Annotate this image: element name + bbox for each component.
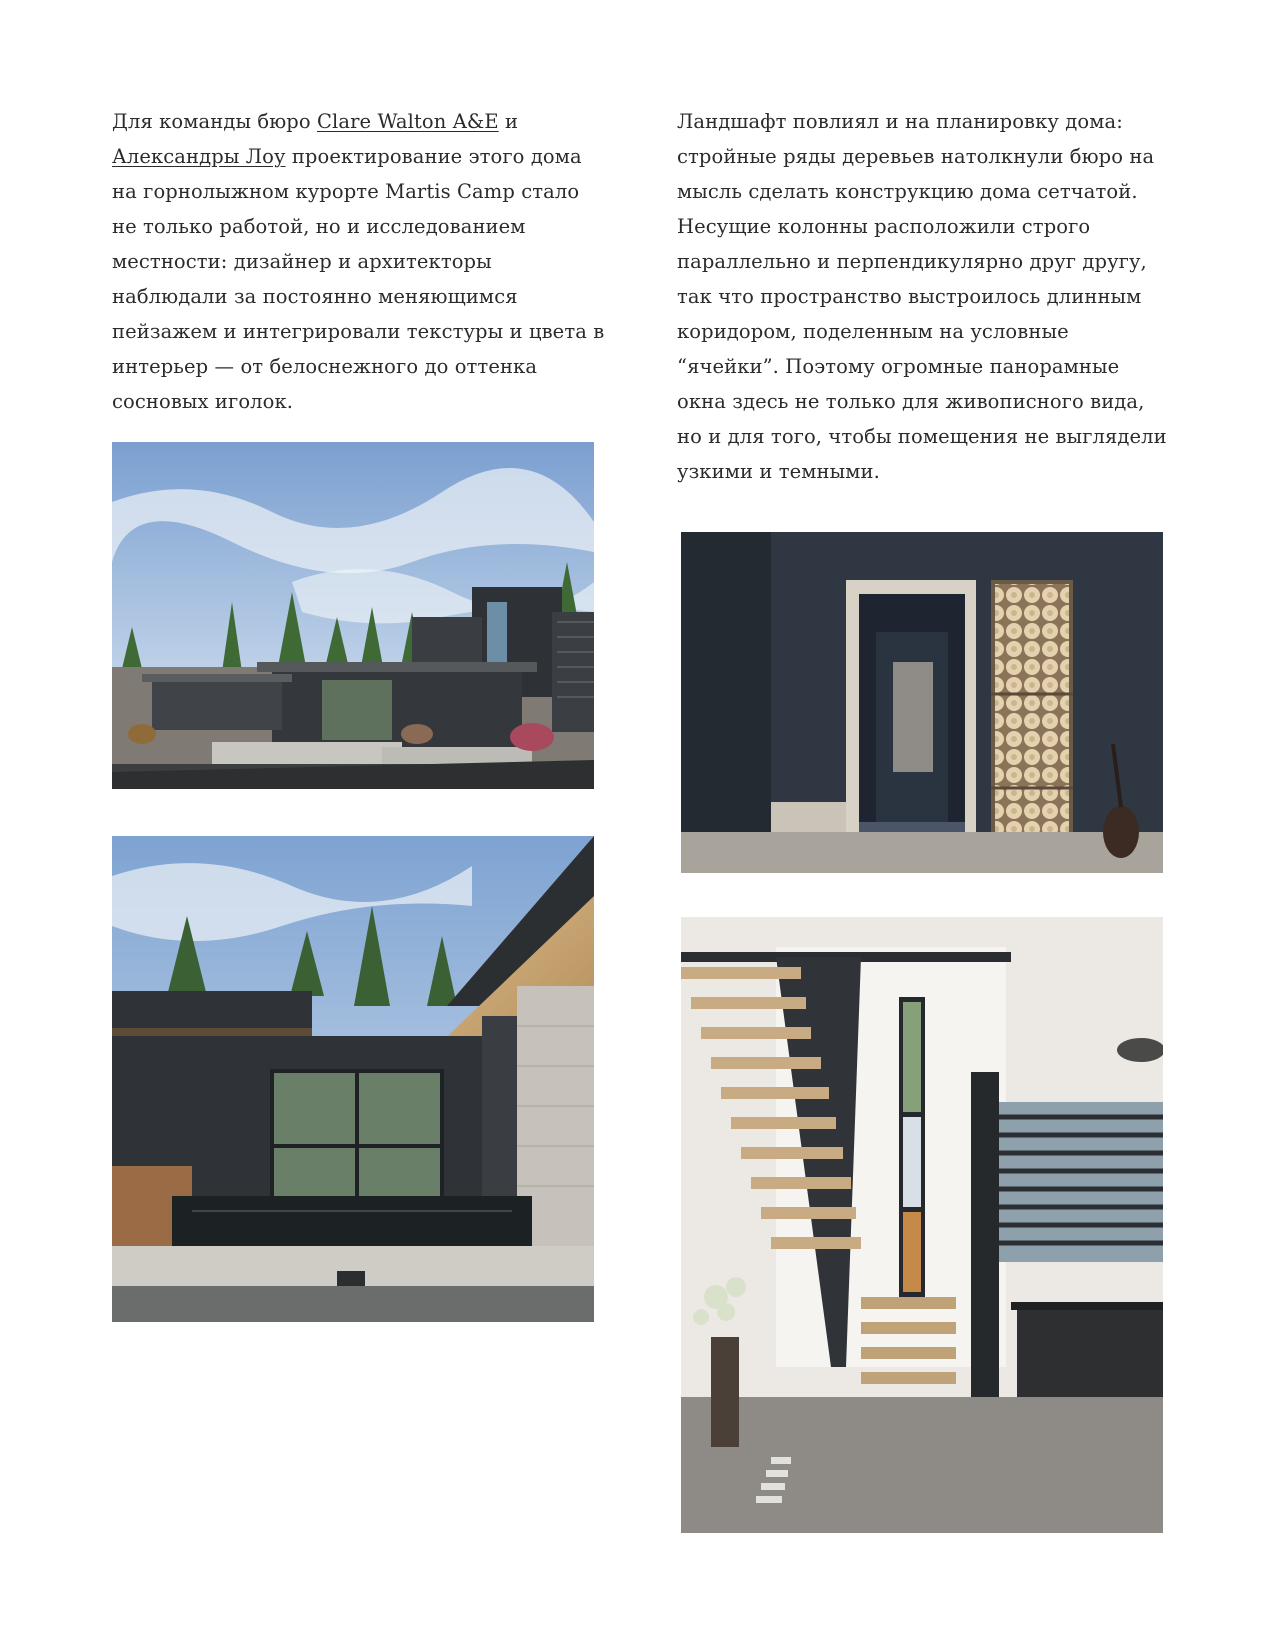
- link-alexandra-lou[interactable]: Александры Лоу: [112, 145, 286, 168]
- photo-house-exterior: [112, 442, 594, 789]
- left-text-column: [112, 104, 607, 419]
- photo-courtyard-pool: [112, 836, 594, 1322]
- photo-staircase-interior: [681, 917, 1163, 1533]
- right-text-column: [677, 104, 1167, 489]
- photo-corridor-firewood: [681, 532, 1163, 873]
- link-clare-walton[interactable]: Clare Walton A&E: [317, 110, 499, 133]
- right-paragraph: Ландшафт повлиял и на планировку дома: стройные ряды деревьев натолкнули бюро на мысль сделать конструкцию дома сетчатой. Несущие колонны расположили строго параллельно и перпендикулярно друг другу, так что пространство выстроилось длинным коридором, поделенным на условные “ячейки”. Поэтому огромные панорамные окна здесь не только для живописного вида, но и для того, чтобы помещения не выглядели узкими и темными.: [677, 110, 1167, 483]
- left-paragraph: Для команды бюро Clare Walton A&E и Александры Лоу проектирование этого дома на горнолыжном курорте Martis Camp стало не только работой, но и исследованием местности: дизайнер и архитекторы наблюдали за постоянно меняющимся пейзажем и интегрировали текстуры и цвета в интерьер — от белоснежного до оттенка сосновых иголок.: [112, 110, 605, 413]
